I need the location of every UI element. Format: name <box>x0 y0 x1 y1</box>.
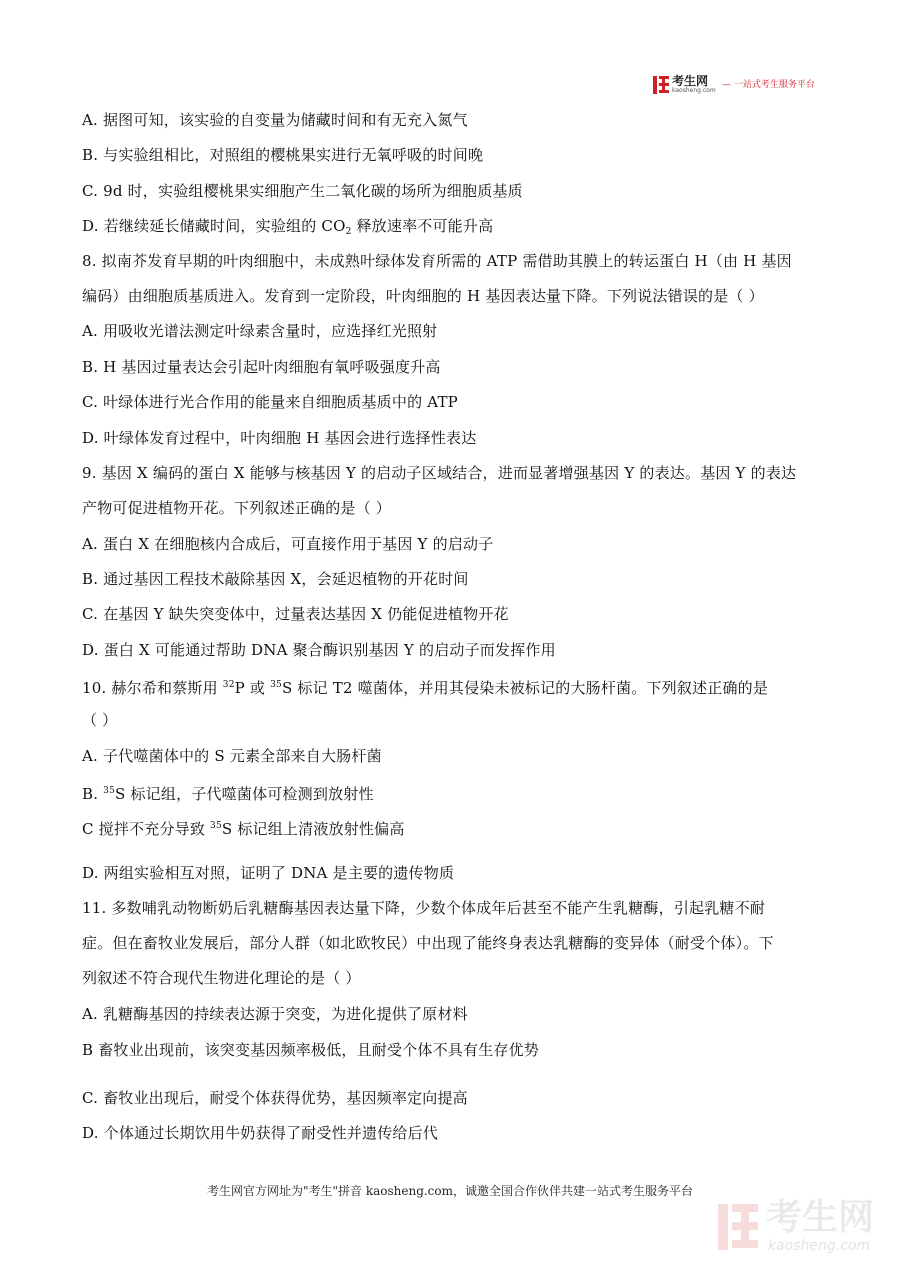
text-line <box>82 1123 438 1143</box>
logo-url: kaosheng.com <box>672 87 716 94</box>
text-run: 编码）由细胞质基质进入。发育到一定阶段，叶肉细胞的 H 基因表达量下降。下列说法错误的是（ ） <box>82 287 764 305</box>
text-run: （ ） <box>82 711 118 729</box>
text-line <box>82 463 796 483</box>
text-line <box>82 110 468 130</box>
text-run: D. 蛋白 X 可能通过帮助 DNA 聚合酶识别基因 Y 的启动子而发挥作用 <box>82 641 556 659</box>
logo-name: 考生网 <box>672 74 709 88</box>
superscript: 35 <box>103 786 116 796</box>
text-run: A. 乳糖酶基因的持续表达源于突变，为进化提供了原材料 <box>82 1005 468 1023</box>
text-line <box>82 898 765 918</box>
text-run: 列叙述不符合现代生物进化理论的是（ ） <box>82 969 361 987</box>
text-run: C. 在基因 Y 缺失突变体中，过量表达基因 X 仍能促进植物开花 <box>82 605 509 623</box>
text-line <box>82 534 493 554</box>
watermark-url: kaosheng.com <box>768 1238 871 1254</box>
text-line <box>82 569 469 589</box>
text-line <box>82 216 493 242</box>
watermark-logo-icon <box>716 1200 760 1254</box>
text-run: 10. 赫尔希和蔡斯用 <box>82 679 223 697</box>
header-logo <box>652 74 822 96</box>
subscript: 2 <box>345 227 352 237</box>
text-run: S 标记 T2 噬菌体，并用其侵染未被标记的大肠杆菌。下列叙述正确的是 <box>281 679 769 697</box>
text-run: D. 若继续延长储藏时间，实验组的 CO <box>82 217 346 235</box>
text-run: D. 个体通过长期饮用牛奶获得了耐受性并遗传给后代 <box>82 1124 439 1142</box>
text-run: A. 蛋白 X 在细胞核内合成后，可直接作用于基因 Y 的启动子 <box>82 535 494 553</box>
text-run: B. 与实验组相比，对照组的樱桃果实进行无氧呼吸的时间晚 <box>82 146 484 164</box>
text-run: A. 据图可知，该实验的自变量为储藏时间和有无充入氮气 <box>82 111 468 129</box>
text-line <box>82 181 523 201</box>
text-run: C. 9d 时，实验组樱桃果实细胞产生二氧化碳的场所为细胞质基质 <box>82 182 523 200</box>
text-run: 9. 基因 X 编码的蛋白 X 能够与核基因 Y 的启动子区域结合，进而显著增强基因 Y 的表达。基因 Y 的表达 <box>82 464 797 482</box>
text-line <box>82 968 361 988</box>
superscript: 32 <box>222 680 235 690</box>
superscript: 35 <box>270 680 282 690</box>
text-line <box>82 251 792 271</box>
text-run: A. 用吸收光谱法测定叶绿素含量时，应选择红光照射 <box>82 322 438 340</box>
text-run: A. 子代噬菌体中的 S 元素全部来自大肠杆菌 <box>82 747 382 765</box>
watermark-name: 考生网 <box>766 1197 875 1238</box>
text-run: 释放速率不可能升高 <box>351 217 494 235</box>
text-run: S 标记组上清液放射性偏高 <box>221 820 405 838</box>
text-run: P 或 <box>234 679 271 697</box>
text-run: D. 叶绿体发育过程中，叶肉细胞 H 基因会进行选择性表达 <box>82 429 477 447</box>
watermark <box>716 1198 894 1258</box>
text-line <box>82 428 476 448</box>
superscript: 35 <box>210 821 222 831</box>
text-run: 症。但在畜牧业发展后，部分人群（如北欧牧民）中出现了能终身表达乳糖酶的变异体（耐受个体）。下 <box>82 934 774 952</box>
text-line <box>82 675 768 698</box>
text-line <box>82 1004 468 1024</box>
text-line <box>82 1088 468 1108</box>
text-run: C. 畜牧业出现后，耐受个体获得优势，基因频率定向提高 <box>82 1089 468 1107</box>
text-line <box>82 498 391 518</box>
text-line <box>82 286 764 306</box>
text-line <box>82 863 454 883</box>
text-run: S 标记组，子代噬菌体可检测到放射性 <box>115 785 374 803</box>
text-run: C 搅拌不充分导致 <box>82 820 211 838</box>
text-line <box>82 816 405 839</box>
text-run: 11. 多数哺乳动物断奶后乳糖酶基因表达量下降，少数个体成年后甚至不能产生乳糖酶，引起乳糖不耐 <box>82 899 766 917</box>
text-line <box>82 640 556 660</box>
logo-slogan: — 一站式考生服务平台 <box>722 80 815 90</box>
text-line <box>82 357 441 377</box>
kaosheng-logo-icon <box>652 74 670 96</box>
text-run: B. H 基因过量表达会引起叶肉细胞有氧呼吸强度升高 <box>82 358 441 376</box>
text-line <box>82 1040 539 1060</box>
text-line <box>82 392 458 412</box>
text-line <box>82 746 382 766</box>
text-line <box>82 604 509 624</box>
text-run: B. <box>82 785 104 803</box>
text-run: D. 两组实验相互对照，证明了 DNA 是主要的遗传物质 <box>82 864 455 882</box>
text-run: 8. 拟南芥发育早期的叶肉细胞中，未成熟叶绿体发育所需的 ATP 需借助其膜上的转运蛋白 H（由 H 基因 <box>82 252 792 270</box>
text-line <box>82 781 374 804</box>
text-line <box>82 145 483 165</box>
text-run: 产物可促进植物开花。下列叙述正确的是（ ） <box>82 499 391 517</box>
text-line <box>82 710 117 730</box>
text-run: C. 叶绿体进行光合作用的能量来自细胞质基质中的 ATP <box>82 393 458 411</box>
text-line <box>82 933 774 953</box>
text-run: B. 通过基因工程技术敲除基因 X，会延迟植物的开花时间 <box>82 570 469 588</box>
text-run: B 畜牧业出现前，该突变基因频率极低，且耐受个体不具有生存优势 <box>82 1041 539 1059</box>
footer-text: 考生网官方网址为"考生"拼音 kaosheng.com，诚邀全国合作伙伴共建一站式考生服务平台 <box>206 1184 694 1198</box>
text-line <box>82 321 437 341</box>
